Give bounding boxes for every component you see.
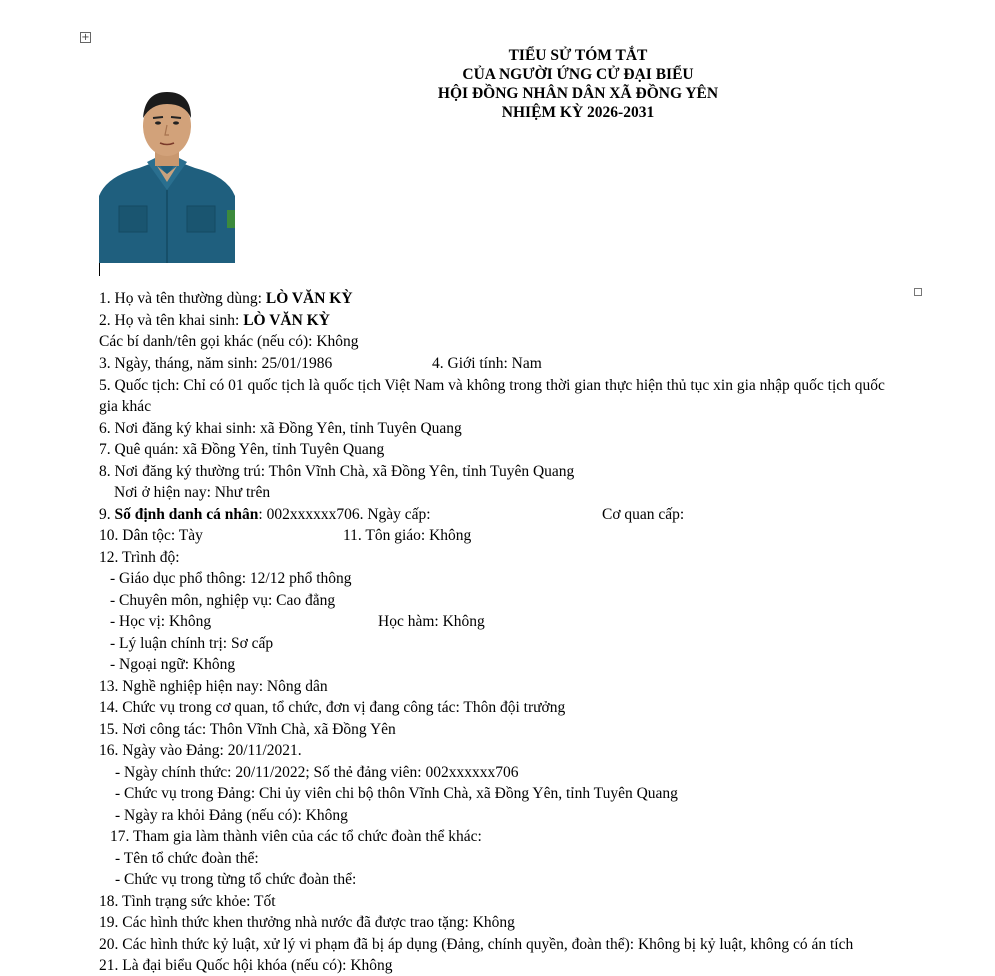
field-9-label: Số định danh cá nhân	[114, 506, 259, 523]
field-9	[99, 505, 431, 525]
title-line-3: HỘI ĐỒNG NHÂN DÂN XÃ ĐỒNG YÊN	[437, 85, 719, 102]
field-5-line-2: gia khác	[99, 398, 152, 415]
field-12-c: - Học vị: Không	[110, 613, 212, 630]
field-10: 10. Dân tộc: Tày	[99, 527, 203, 544]
field-2-value: LÒ VĂN KỲ	[243, 312, 330, 329]
field-1-label: 1. Họ và tên thường dùng:	[99, 290, 266, 307]
field-15: 15. Nơi công tác: Thôn Vĩnh Chà, xã Đồng Yên	[99, 721, 396, 738]
document-title	[380, 46, 776, 122]
field-16-c: - Ngày ra khỏi Đảng (nếu có): Không	[115, 807, 348, 824]
anchor-handle-icon[interactable]	[914, 288, 922, 296]
field-aliases: Các bí danh/tên gọi khác (nếu có): Không	[99, 333, 359, 350]
field-14: 14. Chức vụ trong cơ quan, tổ chức, đơn vị đang công tác: Thôn đội trưởng	[99, 699, 566, 716]
field-12: 12. Trình độ:	[99, 549, 180, 566]
field-5-line-1: 5. Quốc tịch: Chỉ có 01 quốc tịch là quốc tịch Việt Nam và không trong thời gian thực hiện thủ tục xin gia nhập quốc tịch quốc	[99, 377, 885, 394]
field-8: 8. Nơi đăng ký thường trú: Thôn Vĩnh Chà, xã Đồng Yên, tỉnh Tuyên Quang	[99, 463, 575, 480]
field-12-b: - Chuyên môn, nghiệp vụ: Cao đẳng	[110, 592, 336, 609]
field-17-a: - Tên tổ chức đoàn thể:	[115, 850, 259, 867]
table-move-handle-icon[interactable]: +	[81, 32, 90, 43]
field-1	[99, 289, 353, 309]
field-1-value: LÒ VĂN KỲ	[265, 290, 353, 307]
text-cursor	[99, 263, 100, 276]
field-2	[99, 311, 330, 331]
title-line-2: CỦA NGƯỜI ỨNG CỬ ĐẠI BIỂU	[462, 66, 694, 83]
field-21: 21. Là đại biểu Quốc hội khóa (nếu có): Không	[99, 957, 393, 974]
field-16-a: - Ngày chính thức: 20/11/2022; Số thẻ đảng viên: 002xxxxxx706	[115, 764, 519, 781]
field-2-label: 2. Họ và tên khai sinh:	[99, 312, 244, 329]
field-17-b: - Chức vụ trong từng tổ chức đoàn thể:	[115, 871, 357, 888]
candidate-portrait-photo[interactable]	[99, 78, 235, 263]
field-12-d: - Lý luận chính trị: Sơ cấp	[110, 635, 274, 652]
field-13: 13. Nghề nghiệp hiện nay: Nông dân	[99, 678, 328, 695]
field-16: 16. Ngày vào Đảng: 20/11/2021.	[99, 742, 302, 759]
field-12-e: - Ngoại ngữ: Không	[110, 656, 236, 673]
title-line-1: TIỂU SỬ TÓM TẮT	[508, 47, 648, 64]
field-20: 20. Các hình thức kỷ luật, xử lý vi phạm đã bị áp dụng (Đảng, chính quyền, đoàn thể): Không bị kỷ luật, không có án tích	[99, 936, 854, 953]
title-line-4: NHIỆM KỲ 2026-2031	[501, 104, 655, 121]
field-9-value: : 002xxxxxx706. Ngày cấp:	[258, 506, 431, 523]
field-18: 18. Tình trạng sức khỏe: Tốt	[99, 893, 276, 910]
field-16-b: - Chức vụ trong Đảng: Chi ủy viên chi bộ thôn Vĩnh Chà, xã Đồng Yên, tỉnh Tuyên Quang	[115, 785, 678, 802]
field-19: 19. Các hình thức khen thưởng nhà nước đã được trao tặng: Không	[99, 914, 515, 931]
field-9-agency: Cơ quan cấp:	[602, 506, 685, 523]
field-17: 17. Tham gia làm thành viên của các tổ chức đoàn thể khác:	[110, 828, 482, 845]
field-9-prefix: 9.	[99, 506, 115, 523]
field-4: 4. Giới tính: Nam	[432, 355, 542, 372]
field-11: 11. Tôn giáo: Không	[343, 527, 472, 544]
field-7: 7. Quê quán: xã Đồng Yên, tỉnh Tuyên Quang	[99, 441, 385, 458]
field-12-a: - Giáo dục phổ thông: 12/12 phổ thông	[110, 570, 352, 587]
field-12-c2: Học hàm: Không	[378, 613, 485, 630]
field-3: 3. Ngày, tháng, năm sinh: 25/01/1986	[99, 355, 333, 372]
field-6: 6. Nơi đăng ký khai sinh: xã Đồng Yên, tỉnh Tuyên Quang	[99, 420, 462, 437]
field-8-current: Nơi ở hiện nay: Như trên	[114, 484, 271, 501]
